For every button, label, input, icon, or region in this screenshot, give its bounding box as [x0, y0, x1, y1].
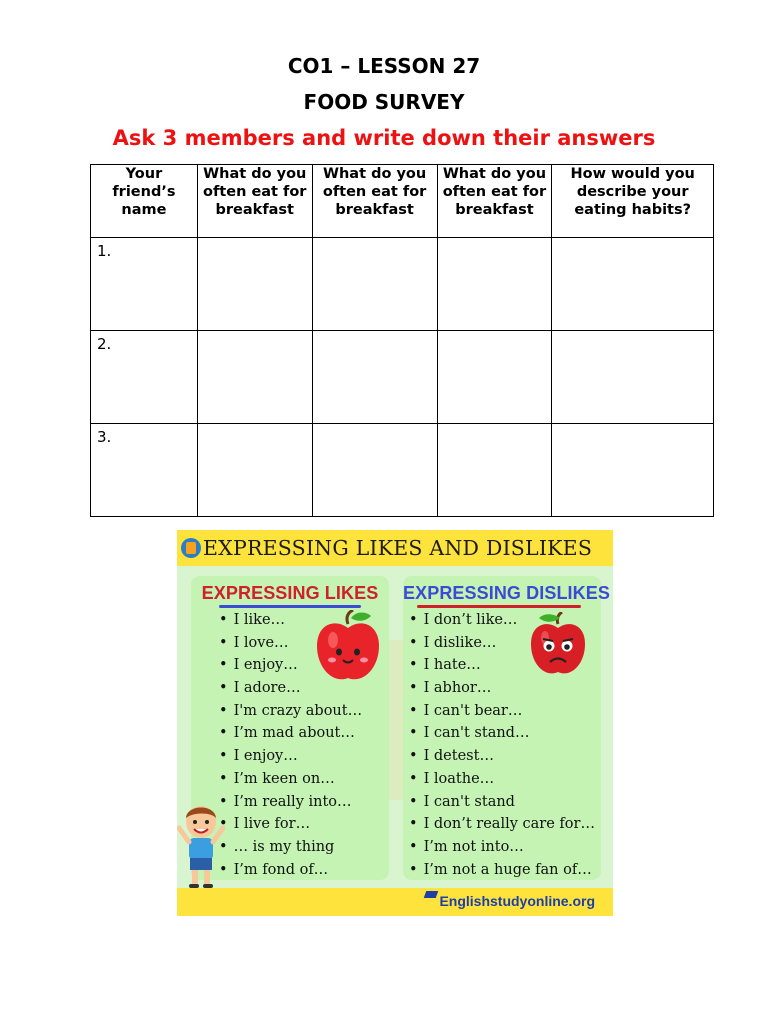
list-item: • I can't bear…: [409, 700, 595, 723]
answer-cell[interactable]: [552, 331, 714, 424]
list-item: • I detest…: [409, 745, 595, 768]
answer-cell[interactable]: [312, 238, 437, 331]
column-header: How would you describe your eating habits?: [552, 165, 714, 238]
list-item: • I abhor…: [409, 677, 595, 700]
likes-dislikes-infographic: [177, 530, 613, 916]
row-label: 2.: [91, 331, 198, 424]
list-item: • I can't stand…: [409, 722, 595, 745]
answer-cell[interactable]: [312, 331, 437, 424]
list-item: • I loathe…: [409, 768, 595, 791]
dislikes-panel: [403, 576, 610, 880]
answer-cell[interactable]: [197, 238, 312, 331]
survey-table: [90, 164, 714, 517]
instruction-text: Ask 3 members and write down their answers: [112, 126, 656, 150]
answer-cell[interactable]: [197, 331, 312, 424]
answer-cell[interactable]: [197, 424, 312, 517]
table-row: [91, 238, 714, 331]
list-item: • I like…: [219, 609, 362, 632]
boy-icon: [177, 800, 225, 890]
infographic-title: EXPRESSING LIKES AND DISLIKES: [203, 536, 593, 560]
list-item: • I’m not into…: [409, 836, 595, 859]
column-header: What do you often eat for breakfast: [197, 165, 312, 238]
list-item: • I live for…: [219, 813, 362, 836]
list-item: • I enjoy…: [219, 654, 362, 677]
column-header: What do you often eat for breakfast: [312, 165, 437, 238]
table-row: [91, 424, 714, 517]
list-item: • I’m keen on…: [219, 768, 362, 791]
list-item: • I dislike…: [409, 632, 595, 655]
answer-cell[interactable]: [552, 424, 714, 517]
likes-underline: [219, 605, 361, 608]
list-item: • … is my thing: [219, 836, 362, 859]
row-label: 3.: [91, 424, 198, 517]
answer-cell[interactable]: [437, 424, 552, 517]
happy-apple-icon: [315, 610, 381, 684]
answer-cell[interactable]: [312, 424, 437, 517]
answer-cell[interactable]: [437, 331, 552, 424]
list-item: • I’m mad about…: [219, 722, 362, 745]
sad-apple-icon: [529, 612, 587, 678]
list-item: • I adore…: [219, 677, 362, 700]
list-item: • I don’t really care for…: [409, 813, 595, 836]
column-header: Your friend’s name: [91, 165, 198, 238]
table-header-row: [91, 165, 714, 238]
list-item: • I'm crazy about…: [219, 700, 362, 723]
list-item: • I don’t like…: [409, 609, 595, 632]
dislikes-underline: [417, 605, 581, 608]
likes-title: EXPRESSING LIKES: [201, 583, 379, 603]
list-item: • I’m not a huge fan of…: [409, 859, 595, 882]
answer-cell[interactable]: [552, 238, 714, 331]
answer-cell[interactable]: [437, 238, 552, 331]
book-badge-icon: [181, 538, 201, 558]
row-label: 1.: [91, 238, 198, 331]
list-item: • I’m really into…: [219, 791, 362, 814]
lesson-title: CO1 – LESSON 27: [287, 54, 481, 78]
site-logo: [439, 893, 595, 909]
table-row: [91, 331, 714, 424]
list-item: • I can't stand: [409, 791, 595, 814]
survey-title: FOOD SURVEY: [303, 90, 465, 114]
graduation-cap-icon: [424, 891, 439, 898]
site-name: Englishstudyonline.org: [439, 893, 595, 909]
list-item: • I enjoy…: [219, 745, 362, 768]
column-header: What do you often eat for breakfast: [437, 165, 552, 238]
list-item: • I love…: [219, 632, 362, 655]
list-item: • I hate…: [409, 654, 595, 677]
infographic-header: [177, 530, 613, 566]
dislikes-title: EXPRESSING DISLIKES: [403, 583, 610, 603]
list-item: • I’m fond of…: [219, 859, 362, 882]
infographic-footer: [177, 888, 613, 916]
